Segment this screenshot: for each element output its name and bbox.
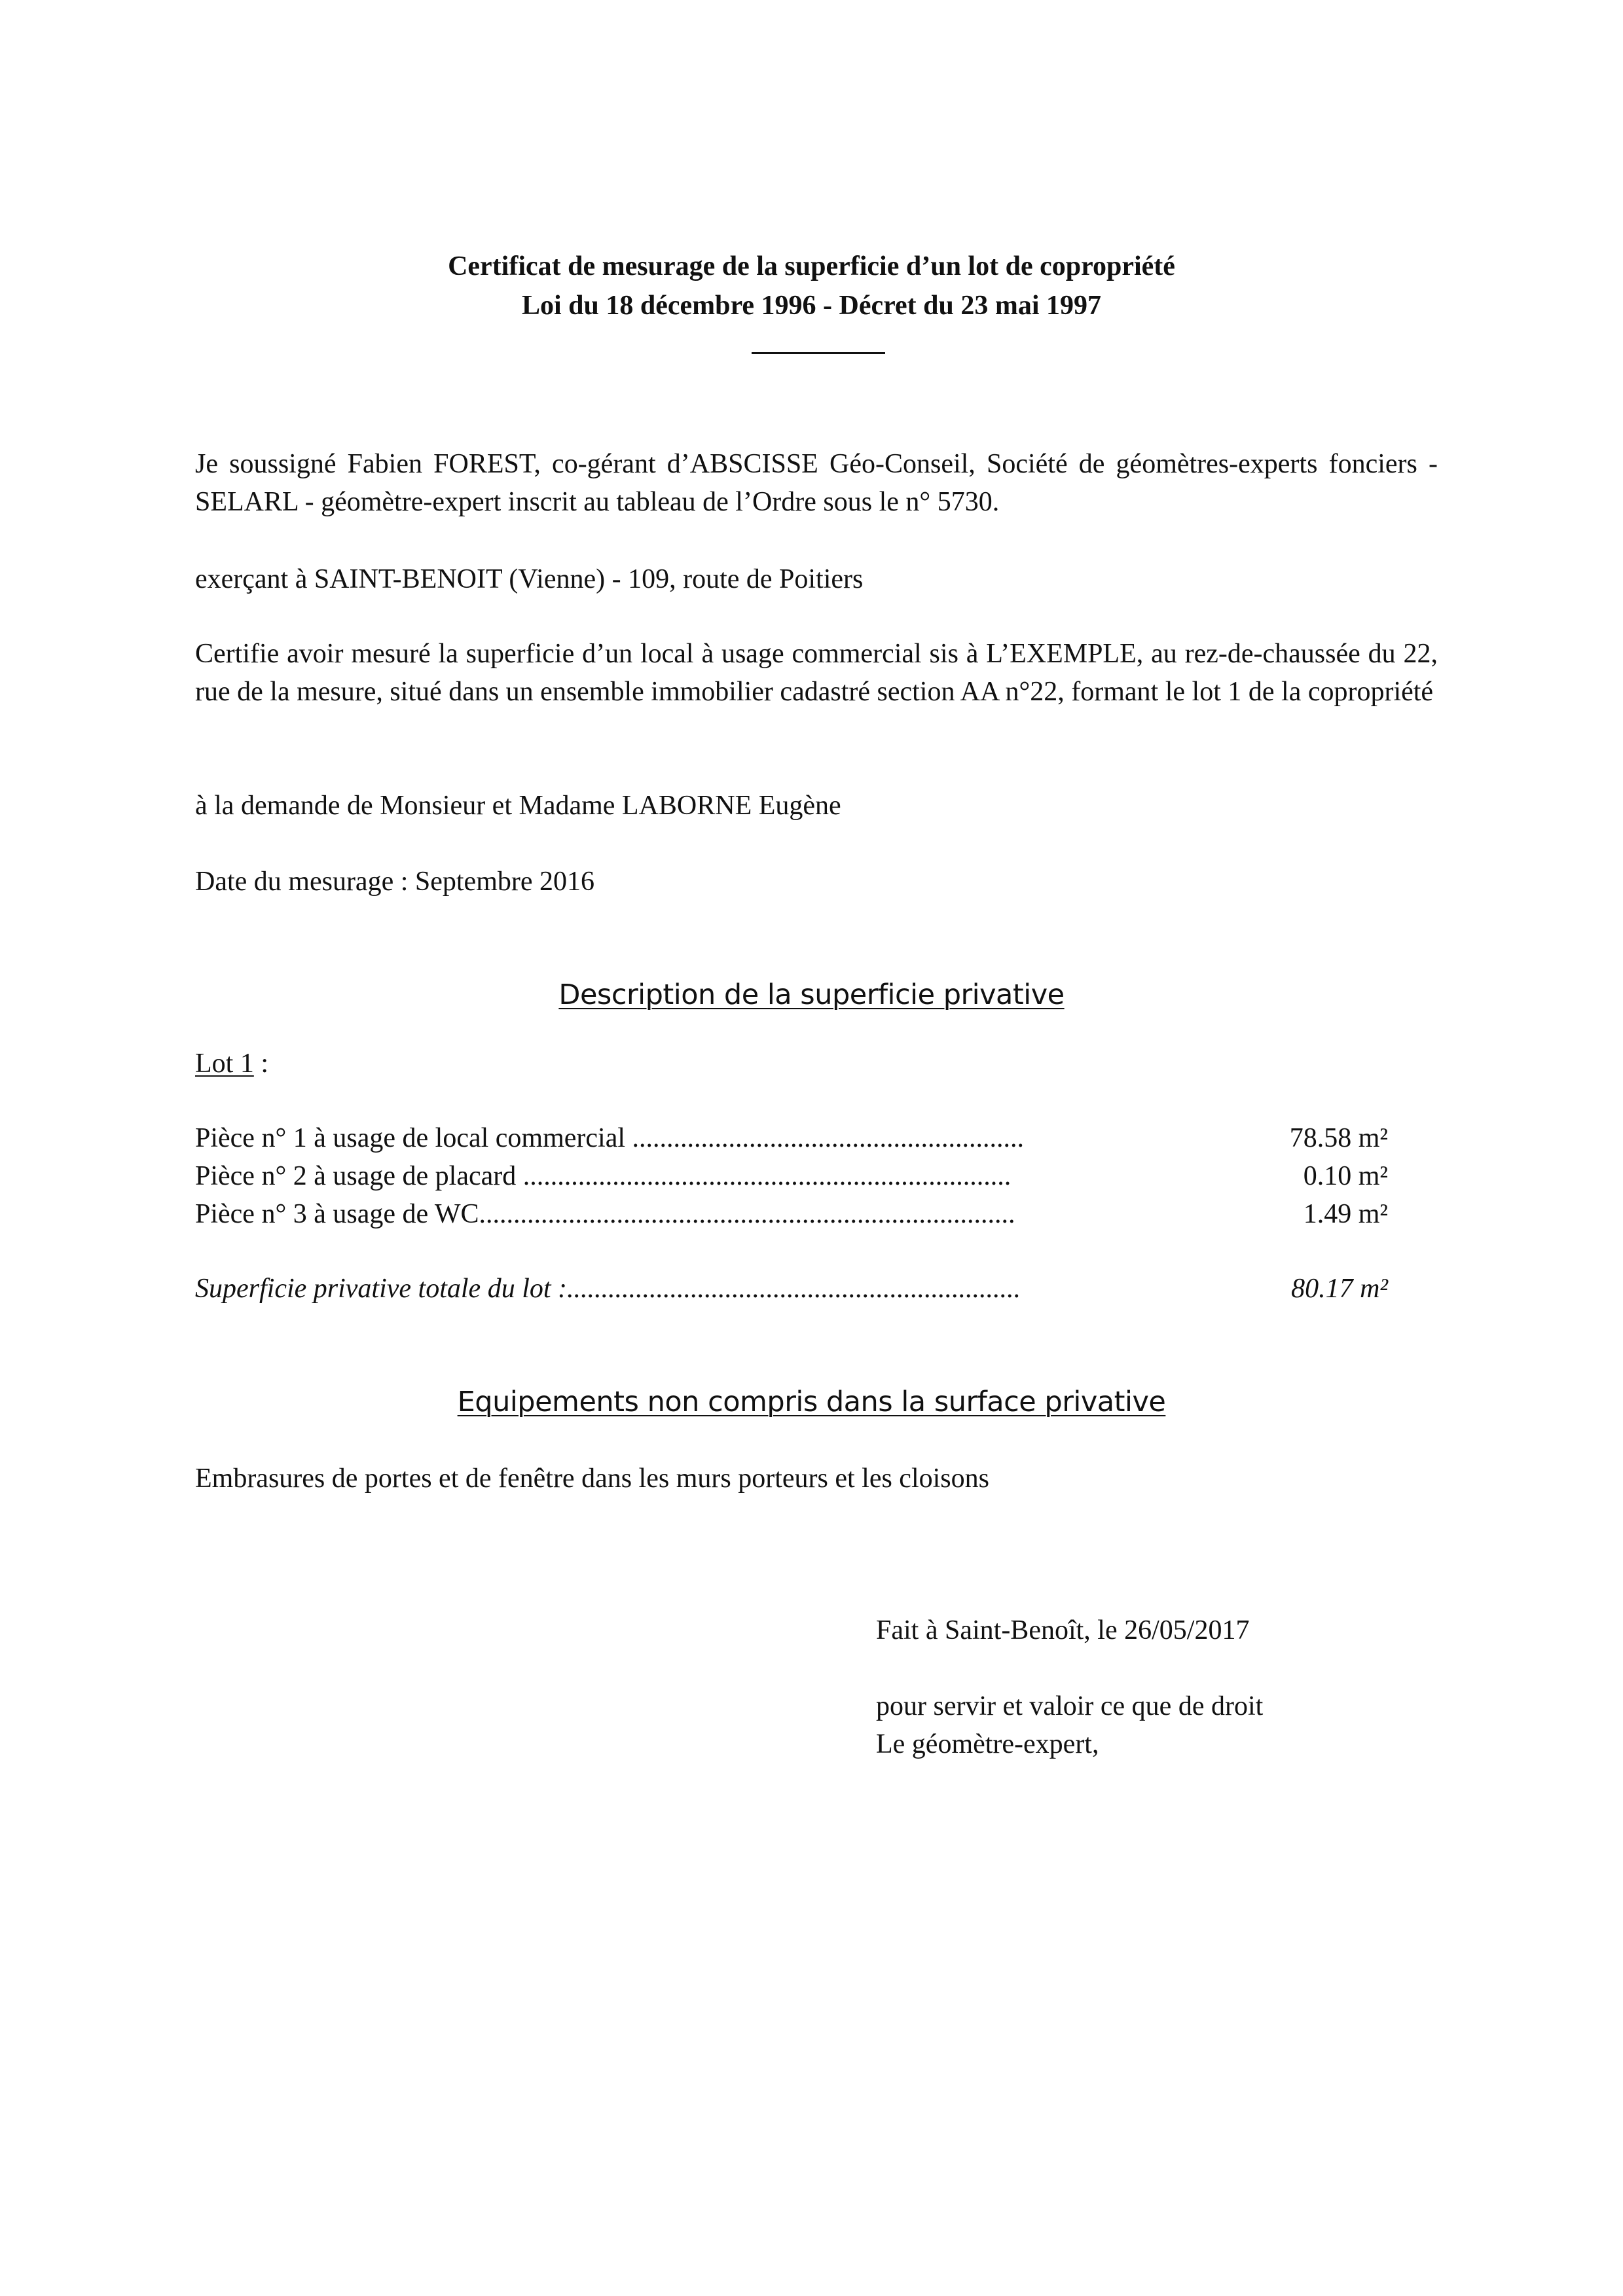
address-line: exerçant à SAINT-BENOIT (Vienne) - 109, route de Poitiers bbox=[195, 564, 864, 594]
signature-signer: Le géomètre-expert, bbox=[876, 1729, 1099, 1759]
room-row bbox=[195, 1195, 1388, 1233]
total-row bbox=[195, 1270, 1388, 1308]
intro-paragraph: Je soussigné Fabien FOREST, co-gérant d’ABSCISSE Géo-Conseil, Société de géomètres-experts fonciers - SELARL - géomètre-expert inscrit au tableau de l’Ordre sous le n° 5730. bbox=[195, 449, 1438, 517]
description-heading bbox=[0, 975, 1623, 1014]
signature-place-date: Fait à Saint-Benoît, le 26/05/2017 bbox=[876, 1615, 1250, 1645]
room-label: Pièce n° 3 à usage de WC.............................................................................. bbox=[195, 1199, 1015, 1229]
description-heading-text: Description de la superficie privative bbox=[558, 978, 1065, 1011]
signature-purpose: pour servir et valoir ce que de droit bbox=[876, 1691, 1264, 1721]
equipment-heading bbox=[0, 1382, 1623, 1422]
equipment-heading-text: Equipements non compris dans la surface privative bbox=[457, 1386, 1166, 1418]
lot-label-suffix: : bbox=[253, 1049, 268, 1079]
room-label: Pièce n° 2 à usage de placard ....................................................................... bbox=[195, 1161, 1012, 1191]
document-title: Certificat de mesurage de la superficie d’un lot de copropriété bbox=[448, 251, 1175, 281]
lot-label-text: Lot 1 bbox=[195, 1049, 254, 1079]
room-label: Pièce n° 1 à usage de local commercial ......................................................... bbox=[195, 1123, 1025, 1153]
document-subtitle: Loi du 18 décembre 1996 - Décret du 23 mai 1997 bbox=[521, 291, 1102, 321]
total-label: Superficie privative totale du lot :.................................................................. bbox=[195, 1274, 1021, 1304]
room-area: 1.49 m² bbox=[1303, 1199, 1388, 1229]
requester-line: à la demande de Monsieur et Madame LABORNE Eugène bbox=[195, 791, 841, 821]
room-area: 0.10 m² bbox=[1303, 1161, 1388, 1191]
certification-paragraph: Certifie avoir mesuré la superficie d’un local à usage commercial sis à L’EXEMPLE, au rez-de-chaussée du 22, rue de la mesure, situé dans un ensemble immobilier cadastré section AA n°22, formant le lot 1 de la copropriété bbox=[195, 639, 1438, 707]
room-row bbox=[195, 1157, 1388, 1195]
lot-label bbox=[195, 1045, 268, 1083]
equipment-text: Embrasures de portes et de fenêtre dans les murs porteurs et les cloisons bbox=[195, 1463, 989, 1494]
room-row bbox=[195, 1119, 1388, 1157]
measure-date: Date du mesurage : Septembre 2016 bbox=[195, 867, 594, 897]
total-area: 80.17 m² bbox=[1291, 1274, 1388, 1304]
title-divider bbox=[752, 352, 885, 354]
room-area: 78.58 m² bbox=[1289, 1123, 1388, 1153]
